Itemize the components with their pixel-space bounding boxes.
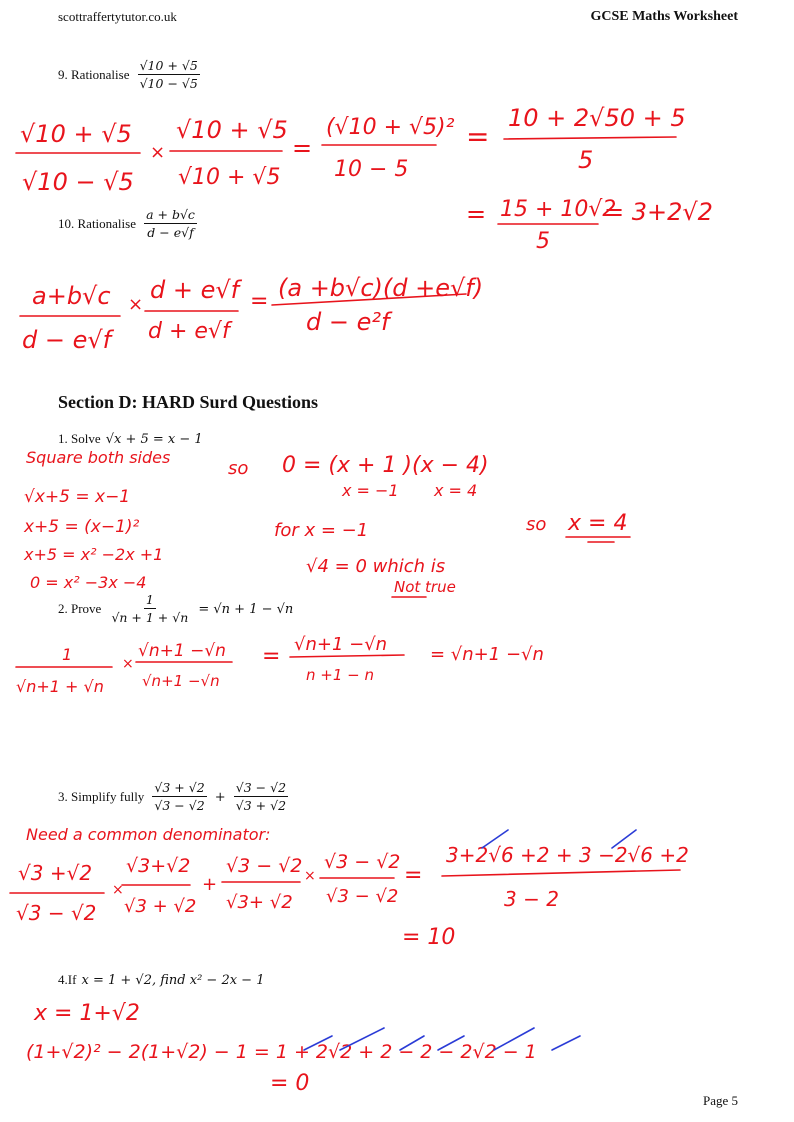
hw-text: for x = −1 [274,520,369,541]
question-label: 1. Solve [58,431,101,446]
hw-text: √3+√2 [126,855,191,877]
hw-text: √3 + √2 [124,896,197,917]
question-label: 2. Prove [58,601,102,616]
worksheet-title: GCSE Maths Worksheet [590,9,738,24]
hw-text: Need a common denominator: [26,825,271,844]
question-label: 10. Rationalise [58,216,136,231]
hw-text: 5 [536,229,550,254]
site-name: scottraffertytutor.co.uk [58,9,177,24]
hw-text: (1+√2)² − 2(1+√2) − 1 = 1 + 2√2 + 2 − 2 − 2√2 − 1 [26,1041,537,1063]
hw-text: x+5 = x² −2x +1 [24,545,164,564]
hw-text: × [304,868,316,884]
fraction-bar [290,655,404,657]
hw-text: = 3+2√2 [604,198,713,226]
hw-text: a+b√c [32,282,111,310]
hw-text: = 10 [402,925,456,950]
hw-text: (a +b√c)(d +e√f) [278,274,484,302]
hw-text: = √n+1 −√n [430,644,544,665]
denominator: √3 + √2 [235,798,287,813]
hw-text: n +1 − n [306,666,374,684]
hw-text: d + e√f [148,319,230,344]
hw-text: √10 + √5 [178,165,281,190]
hw-text: d + e√f [150,276,240,304]
hw-text: x = 4 [568,511,628,536]
hw-text: 0 = x² −3x −4 [30,573,147,592]
hw-text: = [404,863,423,888]
hw-text: √10 + √5 [20,120,132,148]
hw-text: = 0 [270,1071,310,1096]
section-heading: Section D: HARD Surd Questions [58,392,319,412]
hw-text: √n+1 −√n [138,641,226,661]
hw-text: Square both sides [26,448,171,467]
fraction-bar [504,137,676,139]
hw-text: √3 − √2 [16,901,97,925]
hw-text: √3 +√2 [18,861,93,885]
numerator: √3 − √2 [235,780,287,795]
hw-text: √n+1 −√n [294,634,388,655]
fraction-bar [442,870,680,876]
numerator: 1 [145,592,154,607]
hw-text: d − e√f [22,326,112,354]
hw-text: 3+2√6 +2 + 3 −2√6 +2 [446,843,689,867]
hw-text: 10 + 2√50 + 5 [508,104,686,132]
hw-text: √n+1 + √n [16,677,104,696]
hw-text: x = 1+√2 [34,1001,140,1026]
question-label: 9. Rationalise [58,67,130,82]
hw-text: √3 − √2 [326,886,399,907]
equation-rhs: = √n + 1 − √n [198,602,294,617]
hw-text: 15 + 10√2 [500,197,617,222]
hw-text: = [466,120,490,153]
question-label: 4.If [58,972,77,987]
denominator: √10 − √5 [139,76,198,91]
hw-text: = [262,644,281,669]
numerator: √3 + √2 [154,780,205,795]
hw-text: (√10 + √5)² [326,115,455,140]
hw-text: d − e²f [306,308,390,336]
denominator: d − e√f [147,225,194,240]
hw-text: Not true [394,578,456,596]
question-label: 3. Simplify fully [58,789,145,804]
hw-text: 3 − 2 [504,887,559,911]
hw-text: x = 4 [434,481,478,500]
hw-text: √10 − √5 [22,168,134,196]
hw-text: √3 − √2 [324,851,401,873]
hw-text: so [228,458,249,479]
hw-text: 10 − 5 [334,157,409,182]
page-number: Page 5 [702,1093,738,1108]
hw-text: = [250,289,269,314]
plus-sign: + [214,790,226,805]
hw-text: √4 = 0 which is [306,556,446,577]
hw-text: 1 [62,645,73,664]
hw-text: × [122,656,134,672]
numerator: √10 + √5 [139,58,198,73]
denominator: √n + 1 + √n [111,610,189,625]
hw-text: so [526,514,547,535]
equation: √x + 5 = x − 1 [105,432,203,447]
hw-text: 5 [578,146,594,174]
hw-text: √3+ √2 [226,892,293,913]
hw-text: √3 − √2 [226,855,303,877]
hw-text: √x+5 = x−1 [24,487,131,507]
hw-text: 0 = (x + 1 )(x − 4) [282,453,489,478]
hw-text: × [150,142,166,163]
hw-text: + [202,874,218,895]
hw-text: x = −1 [342,481,399,500]
equation: x = 1 + √2, find x² − 2x − 1 [81,973,265,988]
hw-text: = [292,134,313,162]
hw-text: × [128,294,144,315]
hw-text: √10 + √5 [176,116,288,144]
hw-text: x+5 = (x−1)² [24,517,140,537]
hw-text: × [112,882,124,898]
denominator: √3 − √2 [154,798,205,813]
numerator: a + b√c [146,207,195,222]
cancel-stroke [552,1036,580,1050]
hw-text: √n+1 −√n [142,672,220,690]
hw-text: = [466,200,487,228]
